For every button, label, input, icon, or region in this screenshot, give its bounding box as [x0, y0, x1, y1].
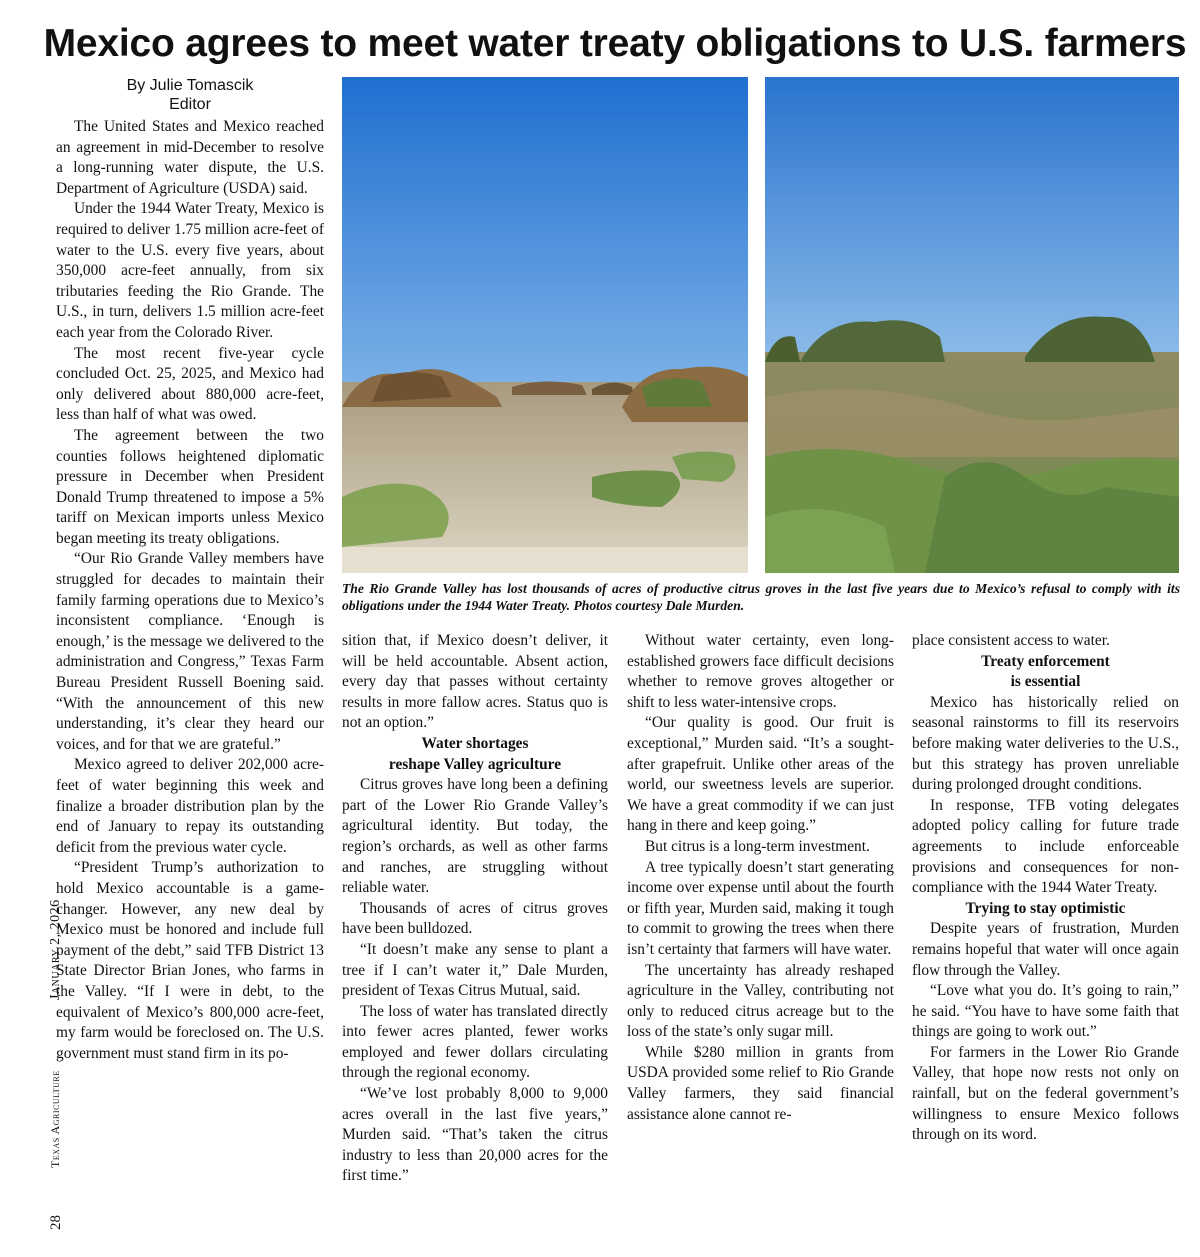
paragraph: In response, TFB voting delegates adopted policy calling for future trade agreements to include enforceable provisions and consequences for non-compliance with the 1944 Water Treaty. — [912, 796, 1179, 897]
paragraph: Without water certainty, even long-established growers face difficult decisions whether to remove groves altogether or shift to less water-intensive crops. — [627, 632, 894, 711]
paragraph: Under the 1944 Water Treaty, Mexico is required to deliver 1.75 million acre-feet of water to the U.S. every five years, about 350,000 acre-feet annually, from six tributaries feeding the Rio Grande. The U.S., in turn, delivers 1.5 million acre-feet each year from the Colorado River. — [56, 200, 324, 341]
paragraph-continuation: place consistent access to water. — [912, 632, 1110, 649]
paragraph: “Our Rio Grande Valley members have struggled for decades to maintain their family farming operations due to Mexico’s inconsistent compliance. ‘Enough is enough,’ is the message we delivered to the administration and Congress,” Texas Farm Bureau President Russell Boening said. “With the announcement of this new understanding, it’s clear they heard our voices, and for that we are grateful.” — [56, 550, 324, 753]
subheading-line: Treaty enforcement — [981, 652, 1110, 670]
paragraph: “President Trump’s authorization to hold Mexico accountable is a game-changer. However, any new deal by Mexico must be honored and include full payment of the debt,” said TFB District 13 State Director Brian Jones, who farms in the Valley. “If I were in debt, to the equivalent of Mexico’s 800,000 acre-feet, my farm would be foreclosed on. The U.S. government must stand firm in its po- — [56, 859, 324, 1062]
byline — [56, 76, 324, 114]
page-number: 28 — [48, 1215, 64, 1230]
subheading-line: Water shortages — [421, 734, 529, 752]
article-column-4 — [912, 631, 1179, 1146]
paragraph-continuation: sition that, if Mexico doesn’t deliver, it will be held accountable. Absent action, every day that passes without certainty results in more fallow acres. Status quo is not an option.” — [342, 632, 608, 732]
photo-cleared-field-brush-piles — [765, 77, 1179, 573]
paragraph: Thousands of acres of citrus groves have been bulldozed. — [342, 899, 608, 938]
byline-role: Editor — [169, 96, 211, 113]
paragraph: “It doesn’t make any sense to plant a tree if I can’t water it,” Dale Murden, president of Texas Citrus Mutual, said. — [342, 940, 608, 1000]
article-column-3 — [627, 631, 894, 1125]
subheading-line: is essential — [1010, 673, 1081, 691]
subheading-trying-to-stay-optimistic: Trying to stay optimistic — [965, 899, 1126, 917]
paragraph: “Our quality is good. Our fruit is exceptional,” Murden said. “It’s a sought-after grapefruit. Unlike other areas of the world, our sweetness levels are superior. We have a great commodity if we can just hang in there and keep going.” — [627, 714, 894, 835]
article-column-1 — [56, 117, 324, 1064]
paragraph: The loss of water has translated directly into fewer acres planted, fewer works employed and fewer dollars circulating through the regional economy. — [342, 1002, 608, 1082]
paragraph: Mexico has historically relied on seasonal rainstorms to fill its reservoirs before making water deliveries to the U.S., but this strategy has proven unreliable during prolonged drought conditions. — [912, 693, 1179, 794]
paragraph: The uncertainty has already reshaped agriculture in the Valley, contributing not only to reduced citrus acreage but to the loss of the state’s only sugar mill. — [627, 961, 894, 1041]
subheading-treaty-enforcement — [912, 652, 1179, 693]
subheading-line: reshape Valley agriculture — [388, 755, 562, 773]
paragraph: Citrus groves have long been a defining part of the Lower Rio Grande Valley’s agricultural identity. But today, the region’s orchards, as well as other farms and ranches, are struggling without reliable water. — [342, 776, 608, 897]
paragraph: The United States and Mexico reached an agreement in mid-December to resolve a long-running water dispute, the U.S. Department of Agriculture (USDA) said. — [56, 118, 324, 197]
paragraph: While $280 million in grants from USDA provided some relief to Rio Grande Valley farmers, they said financial assistance alone cannot re- — [627, 1043, 894, 1123]
paragraph: For farmers in the Lower Rio Grande Valley, that hope now rests not only on rainfall, but on the federal government’s willingness to ensure Mexico follows through on its word. — [912, 1043, 1179, 1144]
subheading-water-shortages — [342, 734, 608, 775]
paragraph: “Love what you do. It’s going to rain,” he said. “You have to have some faith that things are going to work out.” — [912, 982, 1179, 1041]
paragraph: Despite years of frustration, Murden remains hopeful that water will once again flow through the Valley. — [912, 920, 1179, 979]
photo-bulldozed-citrus-grove — [342, 77, 748, 573]
paragraph: But citrus is a long-term investment. — [645, 837, 870, 855]
publication-name: Texas Agriculture — [48, 1070, 62, 1168]
photo-caption: The Rio Grande Valley has lost thousands of acres of productive citrus groves in the last five years due to Mexico’s refusal to comply with its obligations under the 1944 Water Treaty. Photos courtesy Dale Murden. — [342, 581, 1180, 613]
paragraph: The agreement between the two counties follows heightened diplomatic pressure in December when President Donald Trump threatened to impose a 5% tariff on Mexican imports unless Mexico began meeting its treaty obligations. — [56, 426, 324, 547]
issue-date: January 2, 2026 — [48, 899, 63, 1000]
paragraph: “We’ve lost probably 8,000 to 9,000 acres overall in the last five years,” Murden said. “That’s taken the citrus industry to less than 20,000 acres for the first time.” — [342, 1085, 608, 1185]
paragraph: Mexico agreed to deliver 202,000 acre-feet of water beginning this week and finalize a broader distribution plan by the end of January to repay its outstanding deficit from the previous water cycle. — [56, 756, 324, 856]
paragraph: The most recent five-year cycle concluded Oct. 25, 2025, and Mexico had only delivered about 880,000 acre-feet, less than half of what was owed. — [56, 344, 324, 424]
headline: Mexico agrees to meet water treaty obligations to U.S. farmers — [43, 22, 1187, 65]
article-column-2 — [342, 631, 608, 1187]
paragraph: A tree typically doesn’t start generating income over expense until about the fourth or fifth year, Murden said, making it tough to commit to growing the trees when there isn’t certainty that farmers will have water. — [627, 858, 894, 958]
byline-author: By Julie Tomascik — [126, 77, 254, 94]
